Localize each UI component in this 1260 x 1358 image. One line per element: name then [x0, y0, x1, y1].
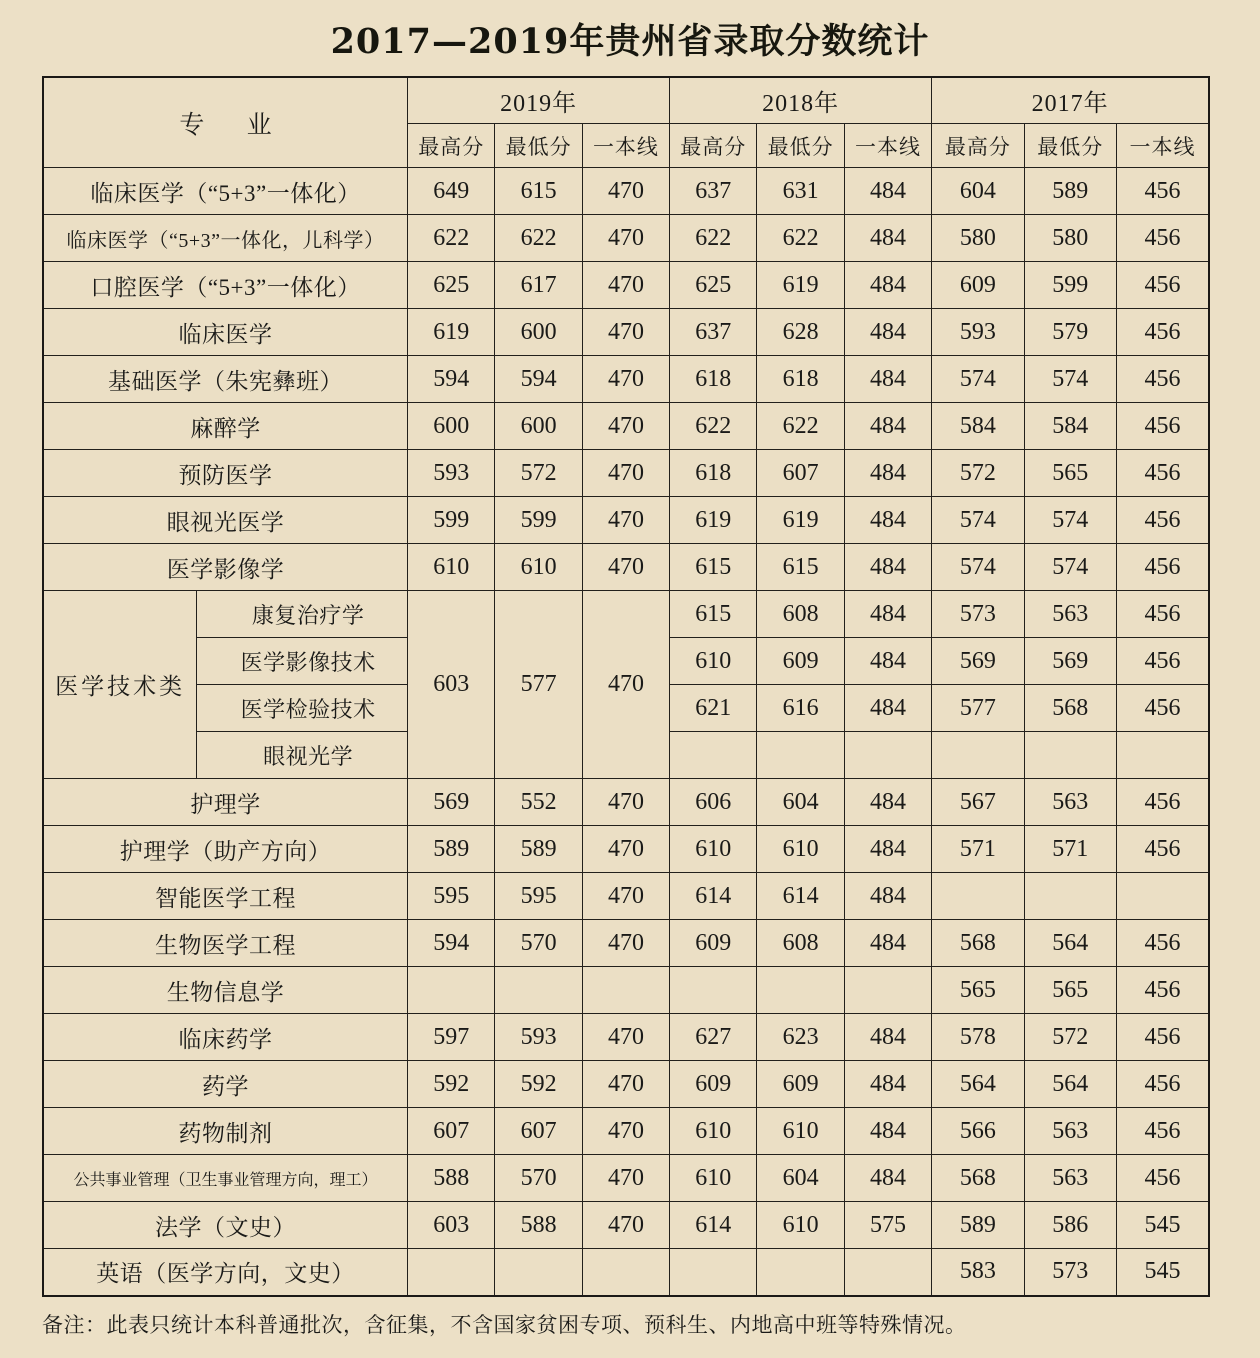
subheader-2018-min: 最低分: [757, 124, 844, 168]
page-title: 2017—2019年贵州省录取分数统计: [330, 21, 930, 62]
score-cell-7: 586: [1024, 1202, 1116, 1249]
score-cell-0: 600: [408, 403, 495, 450]
score-cell-7: 574: [1024, 356, 1116, 403]
score-cell-3: 606: [670, 779, 757, 826]
score-cell-5: 484: [844, 873, 931, 920]
score-cell-3: [670, 967, 757, 1014]
score-cell-6: 609: [932, 262, 1024, 309]
score-cell-6: 583: [932, 1249, 1024, 1296]
score-cell-0: 588: [408, 1155, 495, 1202]
score-cell-5: 484: [844, 779, 931, 826]
score-2019-merged-cell-2: 470: [582, 591, 669, 779]
score-cell-7: 564: [1024, 920, 1116, 967]
table-row-grouped: [43, 591, 1209, 638]
score-cell-7: 563: [1024, 1108, 1116, 1155]
score-cell-3: 614: [670, 1202, 757, 1249]
score-cell-6: 578: [932, 1014, 1024, 1061]
score-cell-4: 619: [757, 262, 844, 309]
sub-major-name-cell: 医学影像技术: [197, 638, 408, 685]
score-cell-1: 622: [495, 215, 582, 262]
score-cell-6: 568: [932, 920, 1024, 967]
score-cell-8: 456: [1116, 309, 1209, 356]
table-row: [43, 403, 1209, 450]
score-cell-0: 610: [408, 544, 495, 591]
score-cell-8: 456: [1116, 826, 1209, 873]
major-name-cell: 医学影像学: [43, 544, 408, 591]
score-cell-7: 574: [1024, 544, 1116, 591]
score-cell-2: 470: [582, 403, 669, 450]
score-cell-8: 456: [1116, 920, 1209, 967]
score-cell-2: 470: [582, 544, 669, 591]
score-later-cell-0: 621: [670, 685, 757, 732]
score-later-cell-5: 456: [1116, 591, 1209, 638]
subheader-2018-line: 一本线: [844, 124, 931, 168]
score-cell-3: 618: [670, 356, 757, 403]
subheader-2019-max: 最高分: [408, 124, 495, 168]
score-later-cell-3: 573: [932, 591, 1024, 638]
score-cell-3: 637: [670, 168, 757, 215]
score-cell-4: 614: [757, 873, 844, 920]
table-row: [43, 215, 1209, 262]
score-later-cell-3: 577: [932, 685, 1024, 732]
score-cell-5: 484: [844, 168, 931, 215]
score-cell-4: 608: [757, 920, 844, 967]
major-name-cell: 临床医学: [43, 309, 408, 356]
score-cell-3: 622: [670, 215, 757, 262]
score-cell-4: [757, 967, 844, 1014]
score-later-cell-5: [1116, 732, 1209, 779]
score-later-cell-4: 569: [1024, 638, 1116, 685]
subheader-2019-line: 一本线: [582, 124, 669, 168]
score-cell-7: 565: [1024, 450, 1116, 497]
score-later-cell-5: 456: [1116, 685, 1209, 732]
score-cell-1: 570: [495, 920, 582, 967]
score-cell-5: 484: [844, 1108, 931, 1155]
score-cell-7: 589: [1024, 168, 1116, 215]
score-later-cell-0: 615: [670, 591, 757, 638]
score-cell-8: 456: [1116, 1014, 1209, 1061]
score-cell-2: 470: [582, 1061, 669, 1108]
score-cell-6: [932, 873, 1024, 920]
score-later-cell-4: [1024, 732, 1116, 779]
score-2019-merged-cell-0: 603: [408, 591, 495, 779]
table-row: [43, 1249, 1209, 1296]
score-cell-2: 470: [582, 1108, 669, 1155]
table-row: [43, 920, 1209, 967]
score-cell-3: 610: [670, 1108, 757, 1155]
table-row: [43, 826, 1209, 873]
score-cell-2: 470: [582, 168, 669, 215]
table-row: [43, 1014, 1209, 1061]
score-later-cell-0: 610: [670, 638, 757, 685]
table-row: [43, 873, 1209, 920]
score-later-cell-1: 609: [757, 638, 844, 685]
score-cell-2: 470: [582, 873, 669, 920]
score-cell-2: 470: [582, 262, 669, 309]
score-cell-4: 615: [757, 544, 844, 591]
major-name-cell: 护理学: [43, 779, 408, 826]
score-cell-3: 609: [670, 920, 757, 967]
score-cell-1: 552: [495, 779, 582, 826]
column-header-major: 专 业: [43, 77, 408, 168]
score-cell-8: 456: [1116, 403, 1209, 450]
score-cell-6: 565: [932, 967, 1024, 1014]
major-name-cell: 护理学（助产方向）: [43, 826, 408, 873]
score-cell-8: 456: [1116, 779, 1209, 826]
table-row: [43, 1155, 1209, 1202]
score-cell-7: 579: [1024, 309, 1116, 356]
score-cell-7: 564: [1024, 1061, 1116, 1108]
score-cell-4: 619: [757, 497, 844, 544]
score-cell-1: 607: [495, 1108, 582, 1155]
score-cell-8: 456: [1116, 168, 1209, 215]
score-cell-7: 563: [1024, 1155, 1116, 1202]
major-group-label: 医学技术类: [43, 591, 197, 779]
score-cell-5: 484: [844, 309, 931, 356]
major-name-cell: 临床医学（“5+3”一体化）: [43, 168, 408, 215]
score-cell-2: 470: [582, 920, 669, 967]
year-group-2019: 2019年: [408, 77, 670, 124]
table-row: [43, 309, 1209, 356]
score-later-cell-2: 484: [844, 685, 931, 732]
score-cell-4: 604: [757, 779, 844, 826]
score-cell-0: 649: [408, 168, 495, 215]
table-row: [43, 1061, 1209, 1108]
year-group-2018: 2018年: [670, 77, 932, 124]
sub-major-name-cell: 眼视光学: [197, 732, 408, 779]
score-cell-1: 595: [495, 873, 582, 920]
score-cell-1: 593: [495, 1014, 582, 1061]
table-row: [43, 356, 1209, 403]
table-row: [43, 262, 1209, 309]
score-cell-6: 572: [932, 450, 1024, 497]
score-cell-3: 637: [670, 309, 757, 356]
major-name-cell: 临床药学: [43, 1014, 408, 1061]
score-later-cell-3: 569: [932, 638, 1024, 685]
score-cell-6: 574: [932, 356, 1024, 403]
subheader-2019-min: 最低分: [495, 124, 582, 168]
score-cell-1: 617: [495, 262, 582, 309]
score-cell-4: 610: [757, 826, 844, 873]
major-name-cell: 药学: [43, 1061, 408, 1108]
score-later-cell-0: [670, 732, 757, 779]
score-cell-6: 564: [932, 1061, 1024, 1108]
score-cell-5: 575: [844, 1202, 931, 1249]
score-cell-2: 470: [582, 1014, 669, 1061]
score-cell-8: 456: [1116, 1155, 1209, 1202]
score-cell-0: 569: [408, 779, 495, 826]
score-later-cell-2: [844, 732, 931, 779]
score-cell-2: 470: [582, 450, 669, 497]
score-cell-4: 622: [757, 403, 844, 450]
admission-score-table: [42, 76, 1210, 1297]
score-cell-0: 589: [408, 826, 495, 873]
score-cell-4: 618: [757, 356, 844, 403]
header-row-years: [43, 77, 1209, 124]
score-cell-2: 470: [582, 497, 669, 544]
score-cell-4: 622: [757, 215, 844, 262]
score-cell-7: 572: [1024, 1014, 1116, 1061]
score-cell-4: 610: [757, 1202, 844, 1249]
score-cell-8: 456: [1116, 497, 1209, 544]
score-cell-7: 584: [1024, 403, 1116, 450]
score-cell-6: 568: [932, 1155, 1024, 1202]
score-later-cell-5: 456: [1116, 638, 1209, 685]
score-cell-1: 588: [495, 1202, 582, 1249]
score-later-cell-1: [757, 732, 844, 779]
score-cell-6: 571: [932, 826, 1024, 873]
score-cell-0: 625: [408, 262, 495, 309]
score-cell-4: 631: [757, 168, 844, 215]
score-cell-4: 628: [757, 309, 844, 356]
score-cell-6: 567: [932, 779, 1024, 826]
score-cell-7: 565: [1024, 967, 1116, 1014]
score-cell-4: 623: [757, 1014, 844, 1061]
score-cell-1: 615: [495, 168, 582, 215]
score-cell-6: 584: [932, 403, 1024, 450]
score-cell-4: 604: [757, 1155, 844, 1202]
score-cell-8: 456: [1116, 262, 1209, 309]
score-later-cell-2: 484: [844, 638, 931, 685]
score-later-cell-2: 484: [844, 591, 931, 638]
subheader-2017-min: 最低分: [1024, 124, 1116, 168]
score-cell-6: 593: [932, 309, 1024, 356]
score-cell-1: [495, 967, 582, 1014]
score-cell-3: 619: [670, 497, 757, 544]
score-cell-1: [495, 1249, 582, 1296]
score-table-container: [42, 76, 1210, 1297]
score-cell-8: 456: [1116, 450, 1209, 497]
score-cell-0: 603: [408, 1202, 495, 1249]
score-cell-7: 574: [1024, 497, 1116, 544]
score-cell-1: 594: [495, 356, 582, 403]
score-cell-2: 470: [582, 309, 669, 356]
score-cell-5: 484: [844, 262, 931, 309]
major-name-cell: 公共事业管理（卫生事业管理方向，理工）: [43, 1155, 408, 1202]
major-name-cell: 法学（文史）: [43, 1202, 408, 1249]
score-cell-2: 470: [582, 826, 669, 873]
score-cell-7: [1024, 873, 1116, 920]
score-later-cell-4: 568: [1024, 685, 1116, 732]
score-cell-3: 610: [670, 826, 757, 873]
score-cell-8: 456: [1116, 215, 1209, 262]
score-cell-3: 625: [670, 262, 757, 309]
score-cell-3: 622: [670, 403, 757, 450]
table-note: 备注：此表只统计本科普通批次，含征集，不含国家贫困专项、预科生、内地高中班等特殊情况。: [42, 1312, 967, 1337]
score-cell-1: 600: [495, 403, 582, 450]
score-cell-1: 572: [495, 450, 582, 497]
score-cell-4: 610: [757, 1108, 844, 1155]
score-cell-3: 609: [670, 1061, 757, 1108]
score-cell-0: 595: [408, 873, 495, 920]
score-cell-8: 545: [1116, 1249, 1209, 1296]
score-cell-1: 600: [495, 309, 582, 356]
major-name-cell: 智能医学工程: [43, 873, 408, 920]
score-cell-5: 484: [844, 356, 931, 403]
score-cell-8: 456: [1116, 356, 1209, 403]
score-cell-8: 456: [1116, 1061, 1209, 1108]
score-cell-8: [1116, 873, 1209, 920]
score-cell-5: [844, 967, 931, 1014]
score-cell-0: 594: [408, 356, 495, 403]
score-cell-2: [582, 967, 669, 1014]
score-cell-6: 580: [932, 215, 1024, 262]
score-cell-6: 604: [932, 168, 1024, 215]
score-cell-1: 570: [495, 1155, 582, 1202]
table-row: [43, 497, 1209, 544]
score-cell-3: 610: [670, 1155, 757, 1202]
score-later-cell-1: 608: [757, 591, 844, 638]
score-cell-4: 607: [757, 450, 844, 497]
score-cell-6: 574: [932, 497, 1024, 544]
score-cell-3: 615: [670, 544, 757, 591]
table-row: [43, 1108, 1209, 1155]
score-cell-7: 571: [1024, 826, 1116, 873]
score-cell-8: 456: [1116, 544, 1209, 591]
score-cell-8: 456: [1116, 1108, 1209, 1155]
score-cell-5: 484: [844, 1061, 931, 1108]
major-name-cell: 眼视光医学: [43, 497, 408, 544]
score-cell-0: [408, 967, 495, 1014]
score-cell-0: 592: [408, 1061, 495, 1108]
score-cell-6: 574: [932, 544, 1024, 591]
subheader-2018-max: 最高分: [670, 124, 757, 168]
major-name-cell: 英语（医学方向，文史）: [43, 1249, 408, 1296]
score-cell-0: 597: [408, 1014, 495, 1061]
sub-major-name-cell: 康复治疗学: [197, 591, 408, 638]
table-row: [43, 544, 1209, 591]
score-cell-3: 618: [670, 450, 757, 497]
score-cell-5: 484: [844, 1155, 931, 1202]
major-name-cell: 口腔医学（“5+3”一体化）: [43, 262, 408, 309]
major-name-cell: 生物医学工程: [43, 920, 408, 967]
score-cell-0: 593: [408, 450, 495, 497]
score-cell-0: 619: [408, 309, 495, 356]
score-cell-6: 566: [932, 1108, 1024, 1155]
table-head: [43, 77, 1209, 168]
score-later-cell-3: [932, 732, 1024, 779]
score-cell-2: [582, 1249, 669, 1296]
score-cell-1: 592: [495, 1061, 582, 1108]
score-cell-1: 599: [495, 497, 582, 544]
score-cell-7: 599: [1024, 262, 1116, 309]
score-cell-0: 594: [408, 920, 495, 967]
score-cell-0: [408, 1249, 495, 1296]
subheader-2017-line: 一本线: [1116, 124, 1209, 168]
score-cell-5: 484: [844, 1014, 931, 1061]
major-name-cell: 药物制剂: [43, 1108, 408, 1155]
score-cell-4: 609: [757, 1061, 844, 1108]
score-cell-3: 614: [670, 873, 757, 920]
table-row: [43, 1202, 1209, 1249]
major-name-cell: 预防医学: [43, 450, 408, 497]
score-cell-5: 484: [844, 497, 931, 544]
table-row: [43, 779, 1209, 826]
score-cell-2: 470: [582, 356, 669, 403]
score-cell-2: 470: [582, 215, 669, 262]
sub-major-name-cell: 医学检验技术: [197, 685, 408, 732]
score-cell-7: 580: [1024, 215, 1116, 262]
score-cell-5: 484: [844, 215, 931, 262]
score-cell-5: 484: [844, 544, 931, 591]
table-body: [43, 168, 1209, 1296]
table-row: [43, 168, 1209, 215]
score-cell-6: 589: [932, 1202, 1024, 1249]
major-name-cell: 基础医学（朱宪彝班）: [43, 356, 408, 403]
score-cell-5: 484: [844, 920, 931, 967]
year-group-2017: 2017年: [932, 77, 1209, 124]
score-later-cell-4: 563: [1024, 591, 1116, 638]
score-later-cell-1: 616: [757, 685, 844, 732]
score-cell-2: 470: [582, 1155, 669, 1202]
score-cell-4: [757, 1249, 844, 1296]
table-row: [43, 967, 1209, 1014]
score-cell-8: 545: [1116, 1202, 1209, 1249]
score-2019-merged-cell-1: 577: [495, 591, 582, 779]
score-cell-0: 622: [408, 215, 495, 262]
score-cell-5: 484: [844, 450, 931, 497]
score-cell-1: 610: [495, 544, 582, 591]
score-cell-7: 563: [1024, 779, 1116, 826]
major-name-cell: 麻醉学: [43, 403, 408, 450]
score-cell-2: 470: [582, 1202, 669, 1249]
major-name-cell: 生物信息学: [43, 967, 408, 1014]
table-row: [43, 450, 1209, 497]
score-cell-5: [844, 1249, 931, 1296]
score-cell-5: 484: [844, 403, 931, 450]
score-cell-1: 589: [495, 826, 582, 873]
score-cell-2: 470: [582, 779, 669, 826]
score-cell-3: [670, 1249, 757, 1296]
score-cell-3: 627: [670, 1014, 757, 1061]
score-cell-7: 573: [1024, 1249, 1116, 1296]
score-cell-5: 484: [844, 826, 931, 873]
score-cell-8: 456: [1116, 967, 1209, 1014]
subheader-2017-max: 最高分: [932, 124, 1024, 168]
score-cell-0: 599: [408, 497, 495, 544]
score-cell-0: 607: [408, 1108, 495, 1155]
major-name-cell: 临床医学（“5+3”一体化，儿科学）: [43, 215, 408, 262]
